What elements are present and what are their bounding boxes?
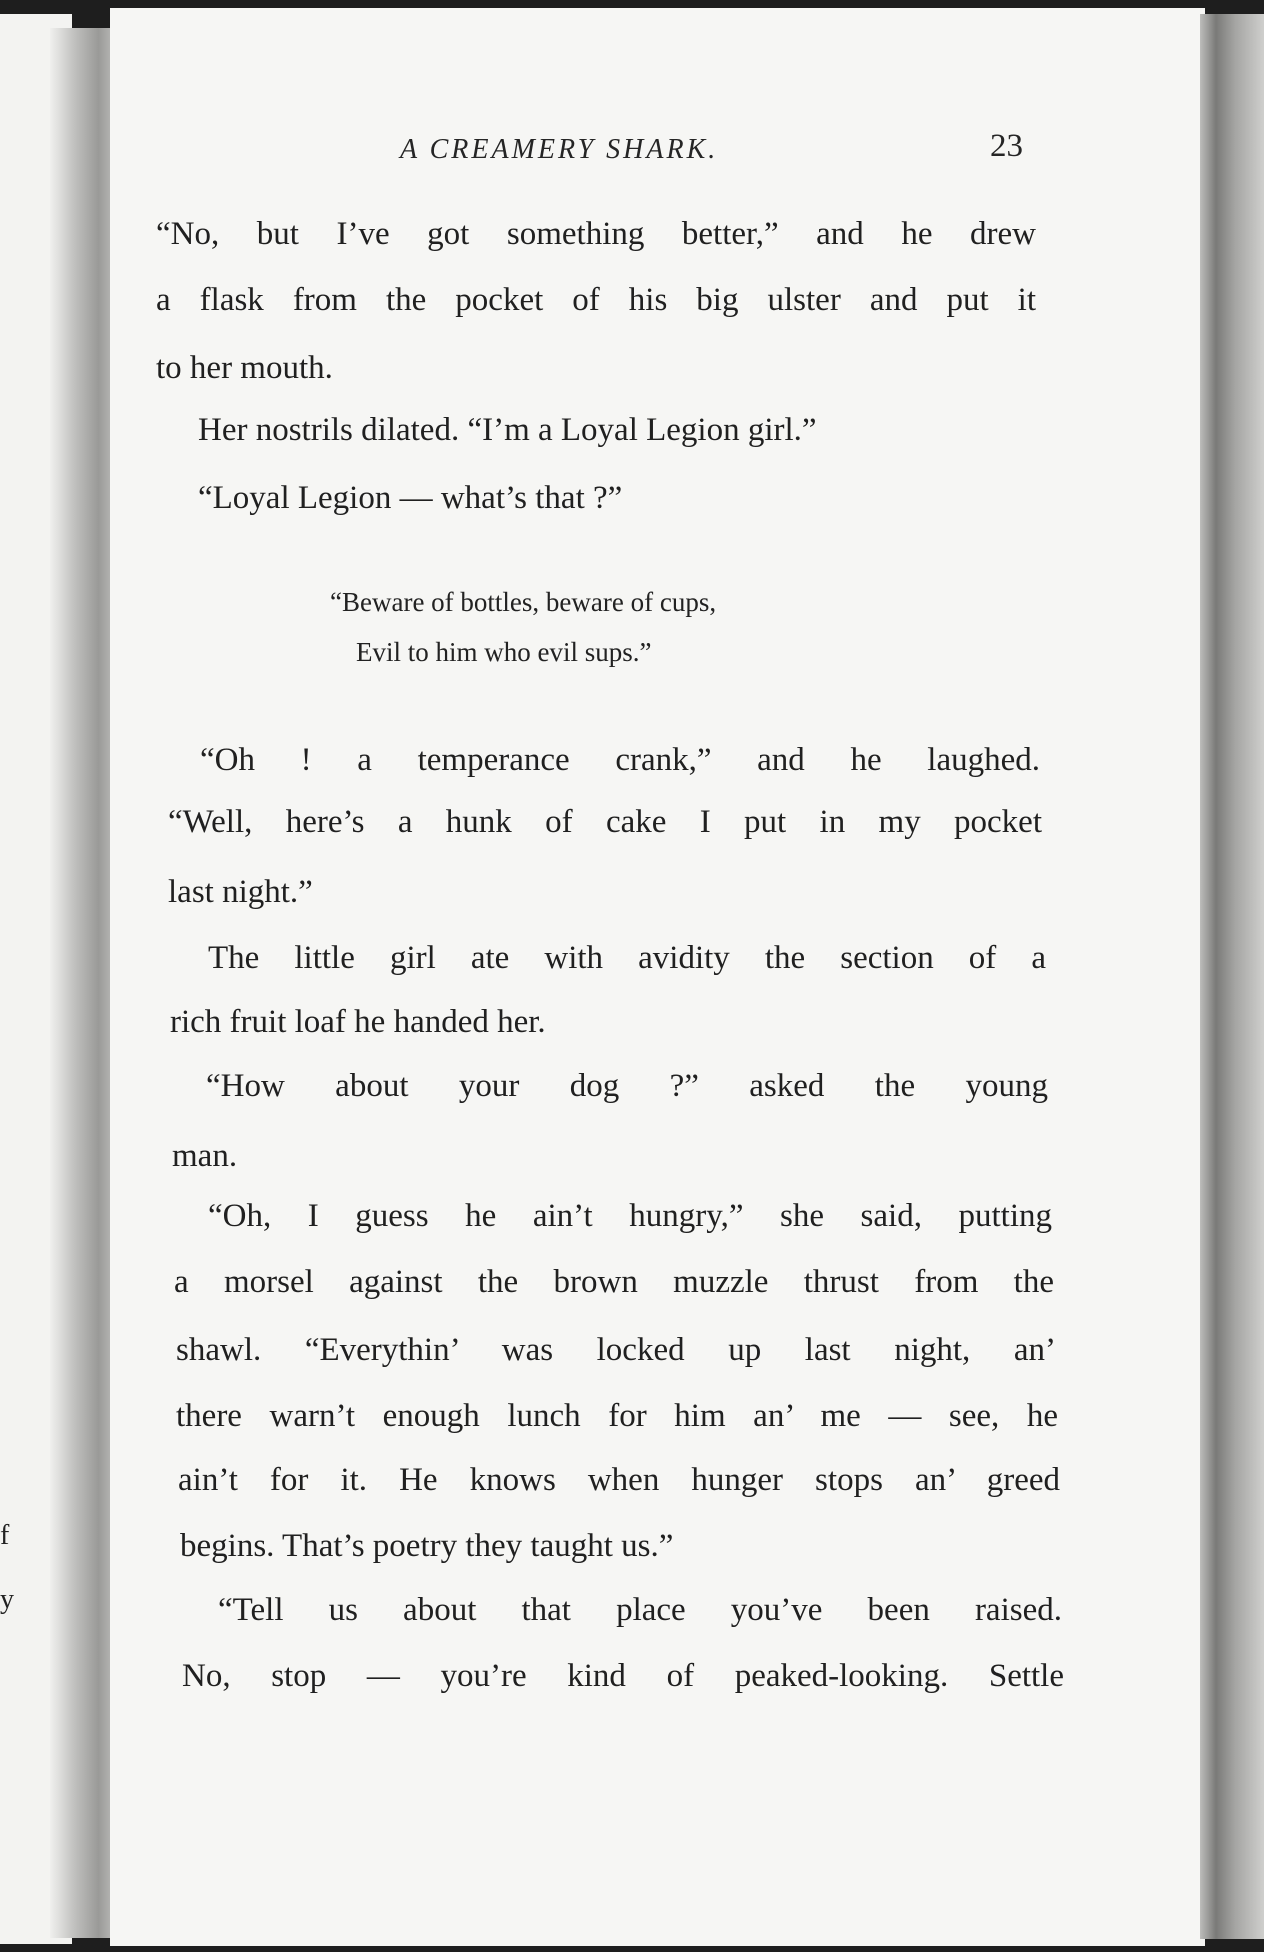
- text-line: Her nostrils dilated. “I’m a Loyal Legion girl.”: [198, 412, 817, 448]
- text-line: to her mouth.: [156, 350, 333, 386]
- left-page-fragment: y: [0, 1584, 14, 1615]
- text-line: begins. That’s poetry they taught us.”: [180, 1528, 674, 1564]
- text-line: shawl. “Everythin’ was locked up last night, an’: [176, 1332, 1056, 1368]
- text-line: The little girl ate with avidity the section of a: [208, 940, 1046, 976]
- running-head: A CREAMERY SHARK.: [400, 134, 719, 165]
- text-line: “No, but I’ve got something better,” and he drew: [156, 216, 1036, 252]
- text-line: rich fruit loaf he handed her.: [170, 1004, 546, 1040]
- left-page-fragment: f: [0, 1520, 10, 1551]
- text-line: “Tell us about that place you’ve been raised.: [218, 1592, 1062, 1628]
- text-line: “Well, here’s a hunk of cake I put in my pocket: [168, 804, 1042, 840]
- text-line: a flask from the pocket of his big ulster and put it: [156, 282, 1036, 318]
- text-line: man.: [172, 1138, 238, 1174]
- page-number: 23: [990, 128, 1023, 164]
- text-line: “How about your dog ?” asked the young: [206, 1068, 1048, 1104]
- text-line: No, stop — you’re kind of peaked-looking. Settle: [182, 1658, 1064, 1694]
- text-line: there warn’t enough lunch for him an’ me — see, he: [176, 1398, 1058, 1434]
- text-line: last night.”: [168, 874, 313, 910]
- text-line: a morsel against the brown muzzle thrust from the: [174, 1264, 1054, 1300]
- page-edge: [1200, 14, 1264, 1939]
- text-line: “Loyal Legion — what’s that ?”: [198, 480, 623, 516]
- text-line: ain’t for it. He knows when hunger stops an’ greed: [178, 1462, 1060, 1498]
- page-header: [0, 128, 1264, 168]
- text-line: “Oh, I guess he ain’t hungry,” she said, putting: [208, 1198, 1052, 1234]
- verse-line: “Beware of bottles, beware of cups,: [330, 587, 717, 617]
- verse-line: Evil to him who evil sups.”: [356, 637, 652, 667]
- text-line: “Oh ! a temperance crank,” and he laughed.: [200, 742, 1040, 778]
